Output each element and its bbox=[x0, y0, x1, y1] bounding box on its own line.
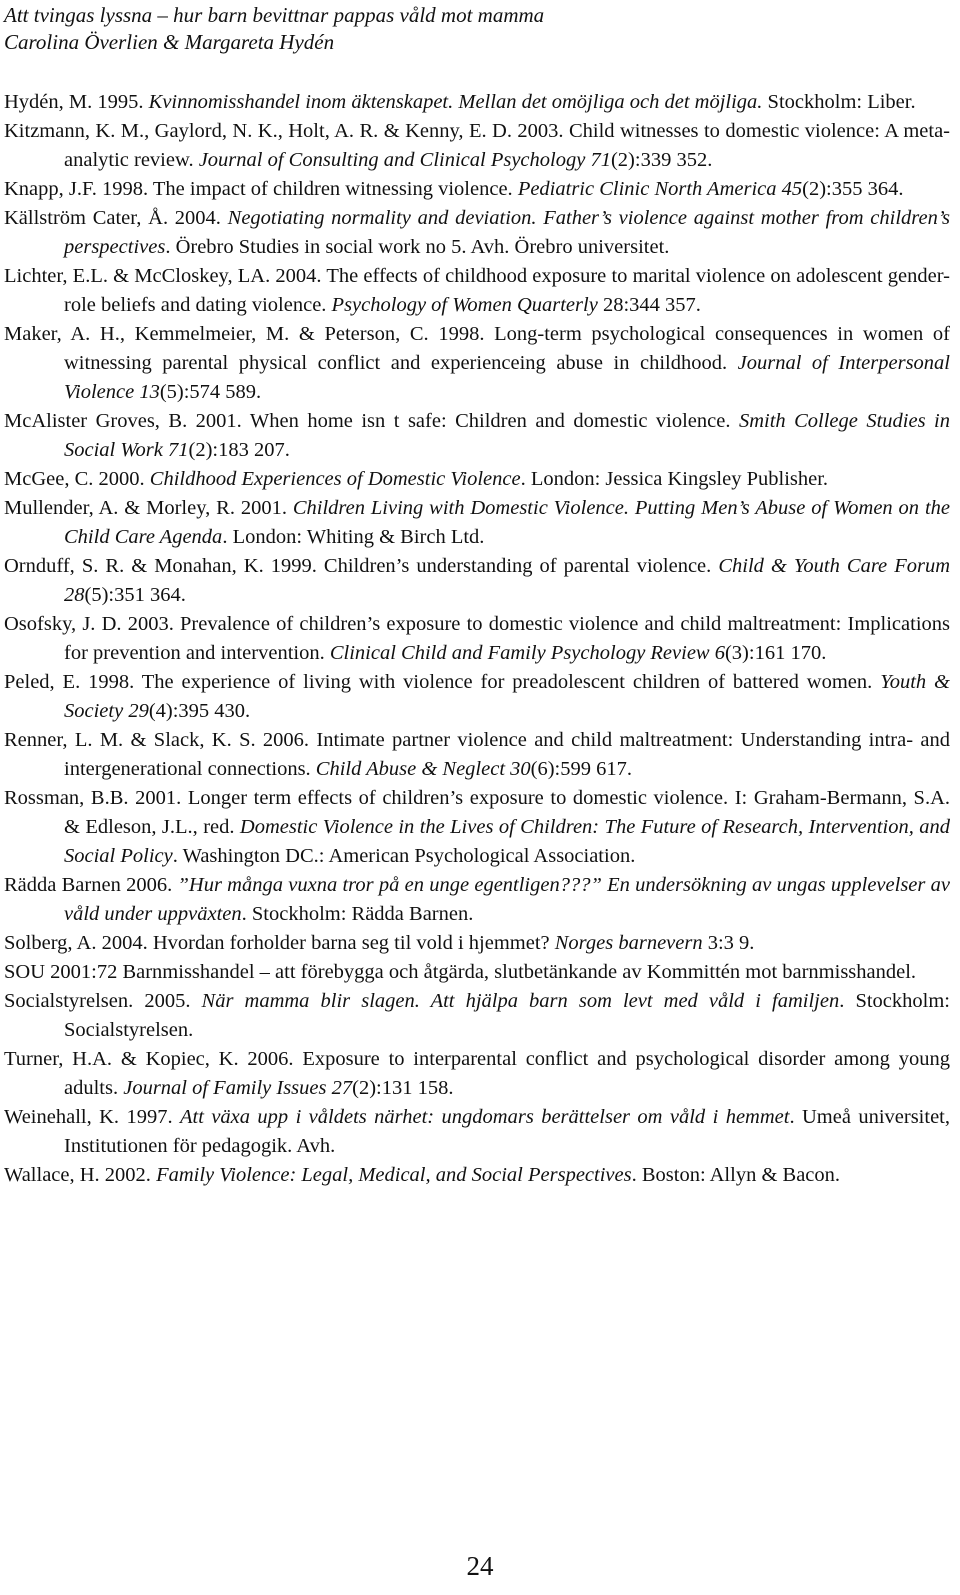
reference-italic: Childhood Experiences of Domestic Violence bbox=[149, 468, 521, 490]
reference-text-end: (2):339 352. bbox=[610, 149, 713, 171]
reference-italic: Journal of Consulting and Clinical Psychology 71 bbox=[198, 149, 611, 171]
reference-italic: Family Violence: Legal, Medical, and Social Perspectives bbox=[156, 1164, 632, 1186]
reference-italic: Smith College Studies in Social Work 71 bbox=[64, 410, 950, 461]
reference-text: Turner, H.A. & Kopiec, K. 2006. Exposure to interparental conflict and psychological disorder among young adults. bbox=[4, 1048, 950, 1099]
reference-entry bbox=[4, 117, 950, 175]
reference-italic: Youth & Society 29 bbox=[64, 671, 950, 722]
page-number: 24 bbox=[466, 1551, 494, 1581]
reference-text-end: (2):131 158. bbox=[352, 1077, 454, 1099]
reference-text: Renner, L. M. & Slack, K. S. 2006. Intimate partner violence and child maltreatment: Understanding intra- and intergenerational connections. bbox=[4, 729, 950, 780]
header-authors: Carolina Överlien & Margareta Hydén bbox=[4, 30, 335, 54]
reference-entry bbox=[4, 204, 950, 262]
reference-entry bbox=[4, 175, 950, 204]
reference-text: McAlister Groves, B. 2001. When home isn t safe: Children and domestic violence. bbox=[4, 410, 739, 432]
reference-italic: Journal of Interpersonal Violence 13 bbox=[64, 352, 950, 403]
reference-italic: Psychology of Women Quarterly bbox=[331, 294, 598, 316]
reference-entry bbox=[4, 1045, 950, 1103]
reference-text-end: . Washington DC.: American Psychological Association. bbox=[172, 845, 636, 867]
reference-entry bbox=[4, 987, 950, 1045]
reference-entry bbox=[4, 871, 950, 929]
reference-text-end: (2):355 364. bbox=[802, 178, 904, 200]
header-title: Att tvingas lyssna – hur barn bevittnar pappas våld mot mamma bbox=[4, 3, 545, 27]
reference-italic: När mamma blir slagen. Att hjälpa barn som levt med våld i familjen bbox=[201, 990, 840, 1012]
reference-italic: Child Abuse & Neglect 30 bbox=[315, 758, 531, 780]
reference-italic: Negotiating normality and deviation. Father’s violence against mother from children’s perspectives bbox=[64, 207, 950, 258]
reference-entry bbox=[4, 1103, 950, 1161]
reference-text: Lichter, E.L. & McCloskey, LA. 2004. The effects of childhood exposure to marital violence on adolescent gender-role beliefs and dating violence. bbox=[4, 265, 950, 316]
reference-text: Peled, E. 1998. The experience of living with violence for preadolescent children of battered women. bbox=[4, 671, 881, 693]
reference-entry bbox=[4, 784, 950, 871]
reference-text: McGee, C. 2000. bbox=[4, 468, 150, 490]
reference-italic: Clinical Child and Family Psychology Review 6 bbox=[329, 642, 725, 664]
reference-italic: Kvinnomisshandel inom äktenskapet. Mellan det omöjliga och det möjliga. bbox=[148, 91, 763, 113]
reference-entry bbox=[4, 320, 950, 407]
reference-entry bbox=[4, 262, 950, 320]
reference-entry bbox=[4, 465, 950, 494]
reference-entry bbox=[4, 668, 950, 726]
running-header bbox=[4, 2, 544, 56]
reference-text-end: (5):574 589. bbox=[159, 381, 262, 403]
reference-text: Mullender, A. & Morley, R. 2001. bbox=[4, 497, 293, 519]
reference-text-end: 28:344 357. bbox=[597, 294, 701, 316]
reference-text: Wallace, H. 2002. bbox=[4, 1164, 157, 1186]
reference-text-end: (3):161 170. bbox=[724, 642, 827, 664]
reference-text: Källström Cater, Å. 2004. bbox=[4, 207, 228, 229]
reference-text-end: . Boston: Allyn & Bacon. bbox=[631, 1164, 841, 1186]
reference-text-end: . London: Jessica Kingsley Publisher. bbox=[520, 468, 829, 490]
reference-text: Kitzmann, K. M., Gaylord, N. K., Holt, A. R. & Kenny, E. D. 2003. Child witnesses to domestic violence: A meta-analytic review. bbox=[4, 120, 950, 171]
reference-text: Rädda Barnen 2006. bbox=[4, 874, 178, 896]
reference-text-end: (2):183 207. bbox=[188, 439, 290, 461]
reference-text: Hydén, M. 1995. bbox=[4, 91, 149, 113]
reference-text: Solberg, A. 2004. Hvordan forholder barna seg til vold i hjemmet? bbox=[4, 932, 555, 954]
reference-entry bbox=[4, 958, 950, 987]
reference-italic: Children Living with Domestic Violence. Putting Men’s Abuse of Women on the Child Care Agenda bbox=[64, 497, 950, 548]
reference-entry bbox=[4, 1161, 950, 1190]
reference-text: Osofsky, J. D. 2003. Prevalence of children’s exposure to domestic violence and child maltreatment: Implications for prevention and intervention. bbox=[4, 613, 950, 664]
reference-entry bbox=[4, 610, 950, 668]
reference-entry bbox=[4, 88, 950, 117]
reference-text: Socialstyrelsen. 2005. bbox=[4, 990, 202, 1012]
reference-text-end: (4):395 430. bbox=[148, 700, 251, 722]
reference-text-end: . Örebro Studies in social work no 5. Avh. Örebro universitet. bbox=[165, 236, 670, 258]
reference-text: Ornduff, S. R. & Monahan, K. 1999. Children’s understanding of parental violence. bbox=[4, 555, 719, 577]
reference-entry bbox=[4, 552, 950, 610]
reference-text: SOU 2001:72 Barnmisshandel – att förebygga och åtgärda, slutbetänkande av Kommittén mot barnmisshandel. bbox=[4, 961, 917, 983]
reference-text-end: (5):351 364. bbox=[84, 584, 186, 606]
reference-italic: ”Hur många vuxna tror på en unge egentligen???” En undersökning av ungas upplevelser av våld under uppväxten bbox=[64, 874, 950, 925]
reference-italic: Norges barnevern bbox=[554, 932, 703, 954]
reference-text-end: Stockholm: Liber. bbox=[762, 91, 916, 113]
reference-text-end: (6):599 617. bbox=[530, 758, 633, 780]
reference-text-end: 3:3 9. bbox=[702, 932, 755, 954]
reference-text: Rossman, B.B. 2001. Longer term effects of children’s exposure to domestic violence. I: Graham-Bermann, S.A. & Edleson, J.L., red. bbox=[4, 787, 950, 838]
reference-entry bbox=[4, 407, 950, 465]
reference-italic: Child & Youth Care Forum 28 bbox=[64, 555, 950, 606]
reference-italic: Journal of Family Issues 27 bbox=[123, 1077, 353, 1099]
reference-text: Weinehall, K. 1997. bbox=[4, 1106, 180, 1128]
reference-text: Knapp, J.F. 1998. The impact of children witnessing violence. bbox=[4, 178, 518, 200]
reference-text: Maker, A. H., Kemmelmeier, M. & Peterson, C. 1998. Long-term psychological consequences in women of witnessing parental physical conflict and experienceing abuse in childhood. bbox=[4, 323, 950, 374]
reference-italic: Pediatric Clinic North America 45 bbox=[517, 178, 803, 200]
reference-entry bbox=[4, 929, 950, 958]
reference-list bbox=[4, 88, 950, 1190]
reference-text-end: . London: Whiting & Birch Ltd. bbox=[222, 526, 485, 548]
reference-entry bbox=[4, 726, 950, 784]
reference-italic: Att växa upp i våldets närhet: ungdomars berättelser om våld i hemmet bbox=[180, 1106, 790, 1128]
reference-text-end: . Stockholm: Rädda Barnen. bbox=[241, 903, 474, 925]
reference-text-end: . Umeå universitet, Institutionen för pedagogik. Avh. bbox=[64, 1106, 950, 1157]
reference-italic: Domestic Violence in the Lives of Children: The Future of Research, Intervention, and Social Policy bbox=[64, 816, 950, 867]
reference-entry bbox=[4, 494, 950, 552]
reference-text-end: . Stockholm: Socialstyrelsen. bbox=[64, 990, 950, 1041]
